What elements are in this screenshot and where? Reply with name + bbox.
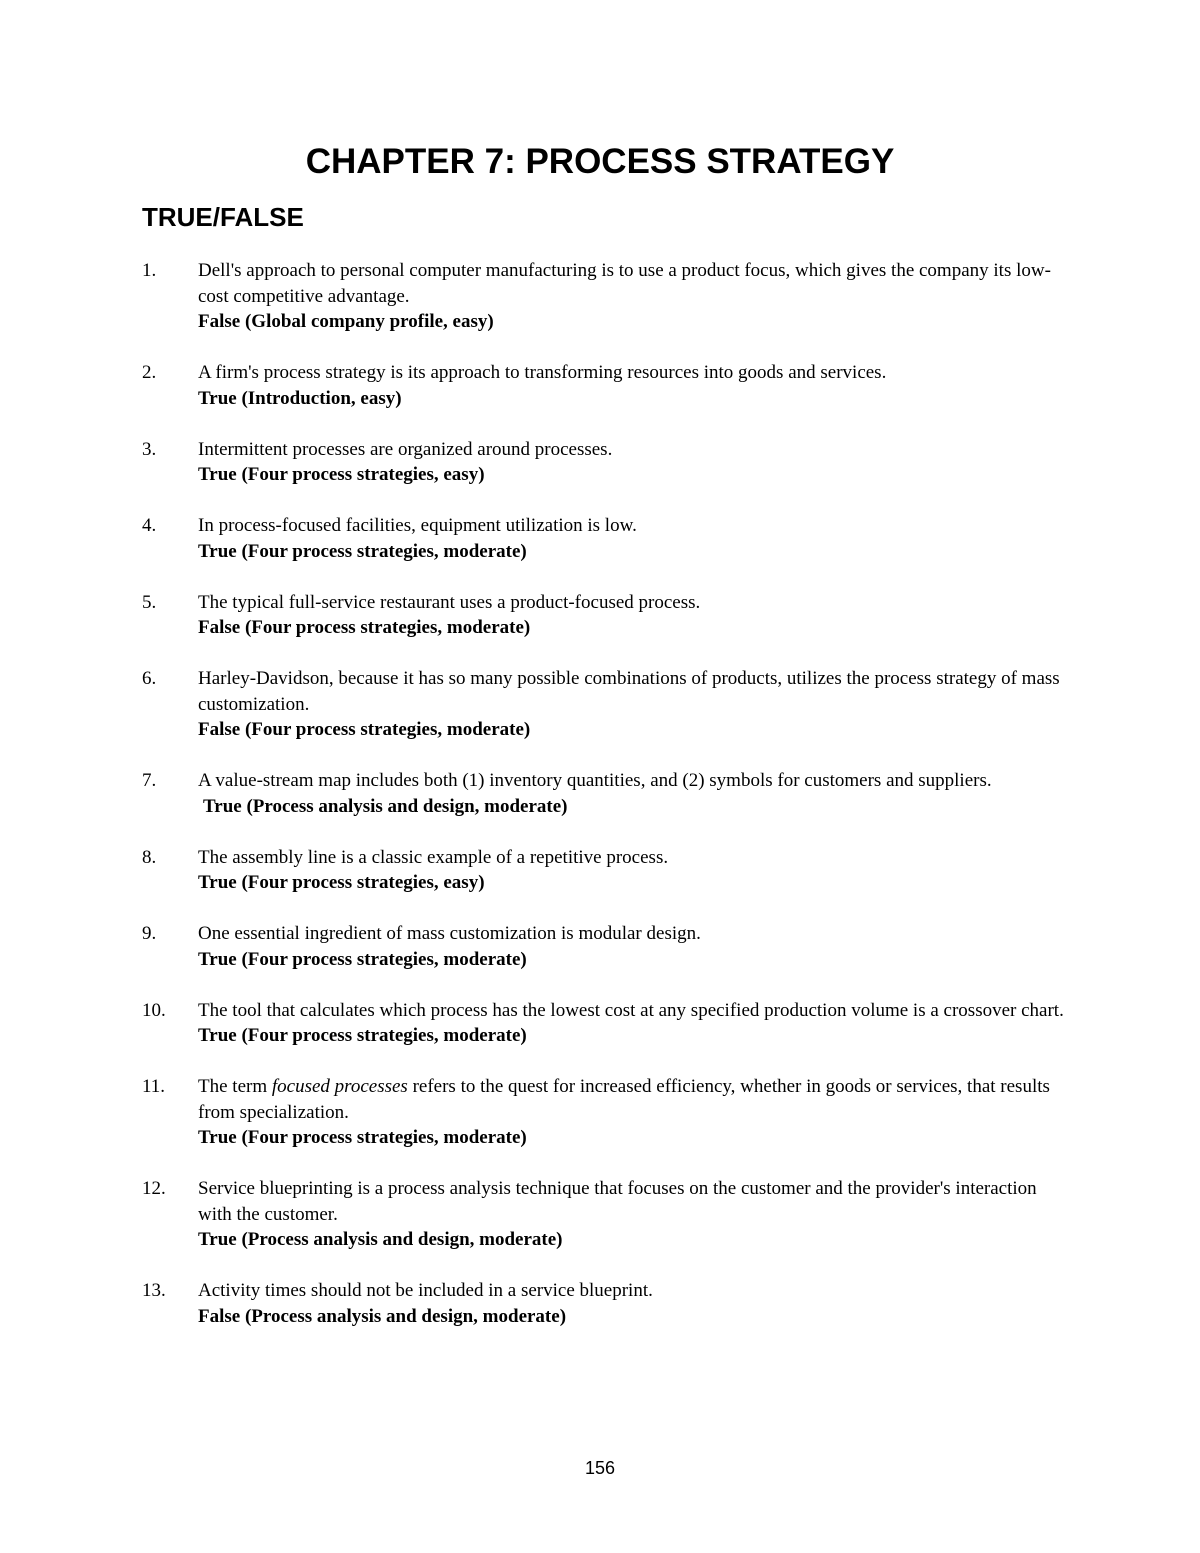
question-number: 6. <box>142 668 157 689</box>
question-number: 11. <box>142 1076 166 1097</box>
question-text: In process-focused facilities, equipment utilization is low. <box>198 515 637 536</box>
question-item <box>142 1176 1072 1253</box>
question-number: 7. <box>142 770 157 791</box>
question-number: 9. <box>142 923 157 944</box>
chapter-title: CHAPTER 7: PROCESS STRATEGY <box>305 142 895 181</box>
question-item <box>142 1074 1072 1151</box>
section-heading: TRUE/FALSE <box>142 202 304 232</box>
question-answer: False (Four process strategies, moderate) <box>198 617 531 638</box>
question-item <box>142 998 1072 1049</box>
question-item <box>142 258 1072 335</box>
question-item <box>142 513 1072 564</box>
question-answer: False (Four process strategies, moderate) <box>198 719 531 740</box>
question-item <box>142 360 1072 411</box>
question-number: 5. <box>142 591 157 613</box>
question-answer: False (Process analysis and design, moderate) <box>198 1305 567 1327</box>
question-answer: True (Four process strategies, moderate) <box>198 540 527 562</box>
question-text: Intermittent processes are organized around processes. <box>198 438 613 460</box>
question-item <box>142 1278 1072 1329</box>
question-number: 13. <box>142 1280 166 1301</box>
question-number: 2. <box>142 362 157 383</box>
question-text-term: focused processes <box>271 1076 408 1097</box>
question-text-end: refers to the quest for increased efficiency, whether in goods or services, that results from specialization. <box>198 1076 1050 1123</box>
question-text: Service blueprinting is a process analysis technique that focuses on the customer and the provider's interaction with the customer. <box>198 1178 1037 1225</box>
question-text: One essential ingredient of mass customization is modular design. <box>198 923 701 944</box>
question-item <box>142 590 1072 641</box>
question-number: 10. <box>142 999 166 1021</box>
question-item <box>142 666 1072 743</box>
question-answer: False (Global company profile, easy) <box>198 311 494 332</box>
question-text: A firm's process strategy is its approach to transforming resources into goods and services. <box>198 362 887 383</box>
question-answer: True (Four process strategies, moderate) <box>198 1025 527 1046</box>
question-item <box>142 845 1072 896</box>
question-list <box>142 258 1072 1355</box>
question-answer: True (Four process strategies, moderate) <box>198 948 527 970</box>
question-number: 8. <box>142 846 157 868</box>
question-answer: True (Four process strategies, moderate) <box>198 1127 527 1148</box>
question-text: The assembly line is a classic example of a repetitive process. <box>198 846 669 868</box>
question-text <box>198 1074 1072 1125</box>
question-number: 12. <box>142 1178 166 1199</box>
question-text: A value-stream map includes both (1) inventory quantities, and (2) symbols for customers and suppliers. <box>198 770 992 791</box>
question-text: The tool that calculates which process has the lowest cost at any specified production volume is a crossover chart. <box>198 999 1064 1021</box>
question-text: Dell's approach to personal computer manufacturing is to use a product focus, which gives the company its low-cost competitive advantage. <box>198 260 1051 307</box>
question-number: 3. <box>142 438 157 460</box>
question-answer: True (Four process strategies, easy) <box>198 872 485 893</box>
question-text-start: The term <box>198 1076 272 1097</box>
question-number: 1. <box>142 260 157 281</box>
question-item <box>142 437 1072 488</box>
question-text: Harley-Davidson, because it has so many possible combinations of products, utilizes the process strategy of mass customization. <box>198 668 1060 715</box>
question-answer: True (Process analysis and design, moderate) <box>203 795 568 817</box>
question-item <box>142 921 1072 972</box>
question-answer: True (Process analysis and design, moderate) <box>198 1229 563 1250</box>
question-text: Activity times should not be included in a service blueprint. <box>198 1280 653 1301</box>
question-number: 4. <box>142 515 157 536</box>
page-number: 156 <box>584 1458 616 1478</box>
question-answer: True (Four process strategies, easy) <box>198 464 485 485</box>
question-answer: True (Introduction, easy) <box>198 387 402 409</box>
question-item <box>142 768 1072 819</box>
question-text: The typical full-service restaurant uses a product-focused process. <box>198 591 701 613</box>
